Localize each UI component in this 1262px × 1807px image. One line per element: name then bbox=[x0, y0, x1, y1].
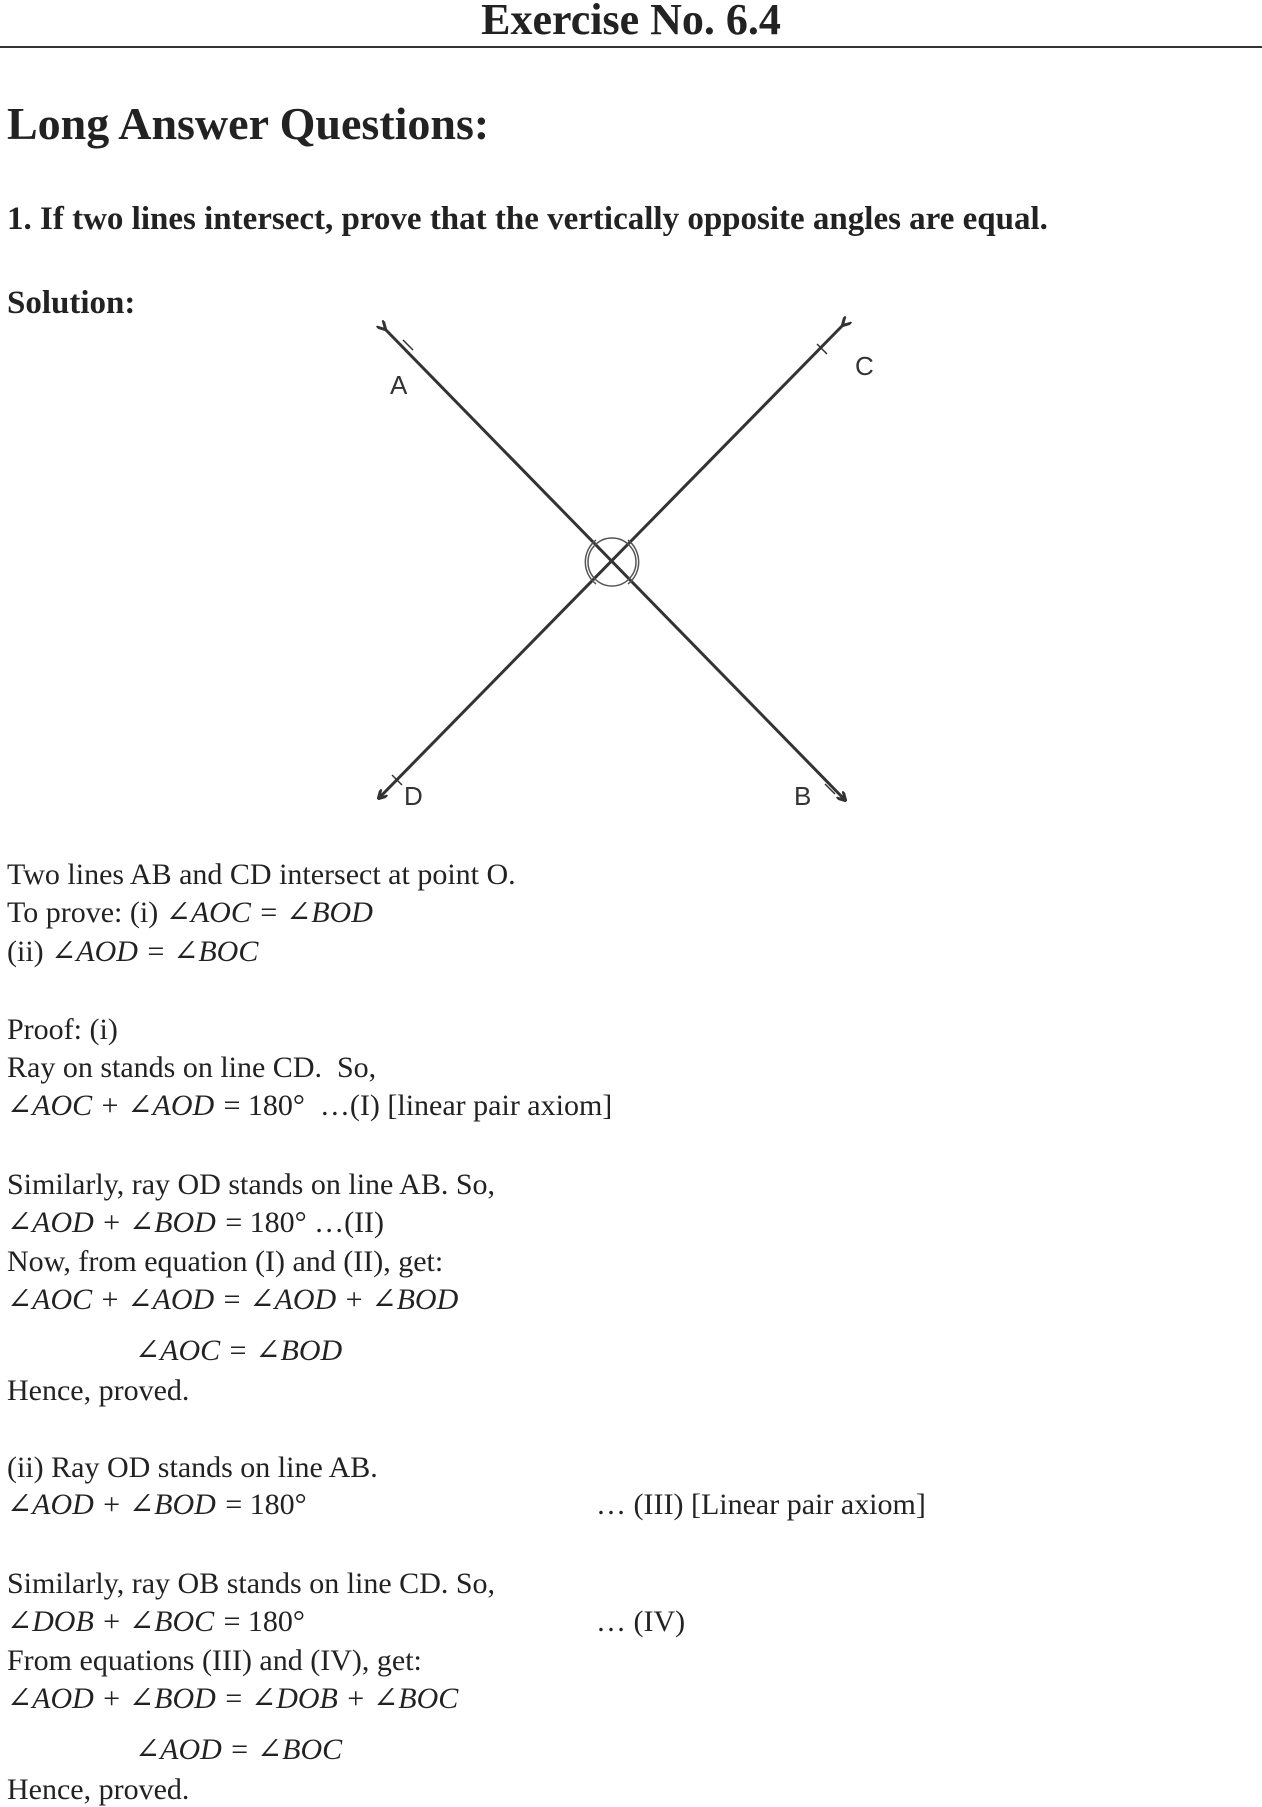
proof-line bbox=[7, 1451, 378, 1485]
proof-line bbox=[7, 1374, 189, 1408]
line-ab bbox=[385, 329, 845, 800]
proof-line bbox=[7, 1567, 495, 1601]
proof-line bbox=[7, 1605, 686, 1639]
label-c: C bbox=[855, 351, 874, 381]
math-expression: ∠AOD + ∠BOD = bbox=[7, 1488, 244, 1521]
label-b: B bbox=[794, 781, 812, 811]
proof-text: Proof: (i) bbox=[7, 1013, 118, 1046]
proof-text: Similarly, ray OB stands on line CD. So, bbox=[7, 1567, 496, 1600]
label-a: A bbox=[390, 370, 408, 400]
proof-line bbox=[7, 1644, 422, 1678]
math-expression: ∠AOD + ∠BOD = ∠DOB + ∠BOC bbox=[7, 1682, 459, 1715]
proof-line bbox=[7, 1013, 118, 1047]
proof-text: Two lines AB and CD intersect at point O. bbox=[7, 858, 516, 891]
proof-line bbox=[7, 1206, 384, 1240]
proof-text: (ii) bbox=[7, 935, 52, 968]
section-heading: Long Answer Questions: bbox=[7, 98, 490, 149]
proof-text: Hence, proved. bbox=[7, 1374, 190, 1407]
proof-line bbox=[7, 1488, 926, 1522]
math-expression: ∠AOC + ∠AOD = ∠AOD + ∠BOD bbox=[7, 1283, 459, 1316]
proof-text: 180° …(II) bbox=[249, 1206, 385, 1239]
exercise-title: Exercise No. 6.4 bbox=[481, 0, 781, 44]
proof-text: 180° bbox=[247, 1605, 305, 1638]
math-expression: ∠AOC = ∠BOD bbox=[135, 1334, 343, 1367]
proof-line bbox=[7, 1283, 458, 1317]
proof-line bbox=[7, 858, 516, 892]
proof-line bbox=[7, 1168, 495, 1202]
math-expression: ∠AOD + ∠BOD = bbox=[7, 1206, 244, 1239]
solution-label: Solution: bbox=[7, 285, 136, 321]
proof-text: To prove: (i) bbox=[7, 896, 166, 929]
proof-line bbox=[7, 1051, 376, 1085]
proof-line bbox=[7, 1245, 443, 1279]
proof-text: Hence, proved. bbox=[7, 1773, 190, 1806]
proof-text: Similarly, ray OD stands on line AB. So, bbox=[7, 1168, 496, 1201]
proof-line bbox=[7, 935, 258, 969]
math-expression: ∠AOC = ∠BOD bbox=[165, 896, 373, 929]
proof-text: Now, from equation (I) and (II), get: bbox=[7, 1245, 444, 1278]
math-expression: ∠AOD = ∠BOC bbox=[135, 1733, 343, 1766]
math-expression: ∠DOB + ∠BOC = bbox=[7, 1605, 242, 1638]
proof-line bbox=[7, 1089, 612, 1123]
question-text: 1. If two lines intersect, prove that the vertically opposite angles are equal. bbox=[7, 201, 1048, 237]
equation-reference: … (III) [Linear pair axiom] bbox=[596, 1488, 926, 1521]
math-expression: ∠AOC + ∠AOD = bbox=[7, 1089, 242, 1122]
math-expression: ∠AOD = ∠BOC bbox=[51, 935, 259, 968]
point-ticks bbox=[392, 340, 835, 794]
proof-line bbox=[135, 1334, 342, 1368]
equation-reference: … (IV) bbox=[596, 1605, 686, 1638]
proof-line bbox=[7, 1773, 189, 1807]
intersecting-lines-diagram bbox=[0, 0, 1262, 900]
proof-line bbox=[135, 1733, 342, 1767]
label-d: D bbox=[404, 781, 423, 811]
proof-text: 180° bbox=[249, 1488, 307, 1521]
proof-line bbox=[7, 896, 373, 930]
proof-text: 180° …(I) [linear pair axiom] bbox=[247, 1089, 613, 1122]
proof-text: From equations (III) and (IV), get: bbox=[7, 1644, 422, 1677]
proof-text: Ray on stands on line CD. So, bbox=[7, 1051, 377, 1084]
proof-text: (ii) Ray OD stands on line AB. bbox=[7, 1451, 378, 1484]
proof-line bbox=[7, 1682, 458, 1716]
